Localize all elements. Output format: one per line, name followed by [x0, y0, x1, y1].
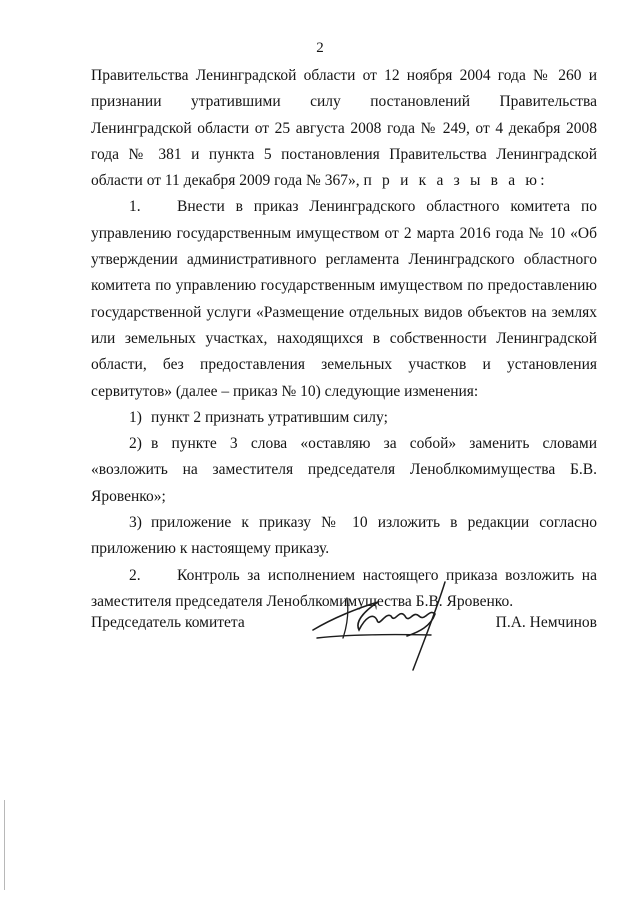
handwritten-signature — [303, 578, 453, 673]
item-text: в пункте 3 слова «оставляю за собой» заменить словами «возложить на заместителя председателя Леноблкомимущества Б.В. Яровенко»; — [91, 435, 597, 505]
item-number: 2. — [129, 566, 141, 584]
item-text: Контроль за исполнением настоящего приказа возложить на заместителя председателя Леноблкомимущества Б.В. Яровенко. — [91, 566, 597, 610]
signer-name: П.А. Немчинов — [495, 614, 597, 631]
subitem-1-paragraph — [91, 405, 597, 431]
signer-title: Председатель комитета — [91, 614, 245, 631]
signature-block — [91, 600, 597, 670]
item-text: приложение к приказу № 10 изложить в редакции согласно приложению к настоящему приказу. — [91, 514, 597, 558]
order-word: п р и к а з ы в а ю: — [363, 172, 548, 190]
scan-edge-mark — [4, 800, 5, 890]
item-text: пункт 2 признать утратившим силу; — [151, 408, 388, 426]
subitem-3-paragraph — [91, 510, 597, 563]
item-number: 1) — [129, 408, 142, 426]
item-number: 2) — [129, 435, 142, 453]
subitem-2-paragraph — [91, 431, 597, 510]
page-number: 2 — [316, 40, 324, 56]
item-text: Внести в приказ Ленинградского областного комитета по управлению государственным имуществом от 2 марта 2016 года № 10 «Об утверждении административного регламента Ленинградского областного комитета по управлению государственным имуществом по предоставлению государственной услуги «Размещение отдельных видов объектов на землях или земельных участках, находящихся в собственности Ленинградской области, без предоставления земельных участков и установления сервитутов» (далее – приказ № 10) следующие изменения: — [91, 198, 597, 400]
document-body — [91, 63, 597, 615]
item-number: 1. — [129, 198, 141, 216]
intro-text: Правительства Ленинградской области от 12 ноября 2004 года № 260 и признании утратившими силу постановлений Правительства Ленинградской области от 25 августа 2008 года № 249, от 4 декабря 2008 года № 381 и пункта 5 постановления Правительства Ленинградской области от 11 декабря 2009 года № 367», — [91, 67, 597, 190]
item-number: 3) — [129, 514, 142, 532]
item-1-paragraph — [91, 194, 597, 404]
intro-paragraph — [91, 63, 597, 194]
